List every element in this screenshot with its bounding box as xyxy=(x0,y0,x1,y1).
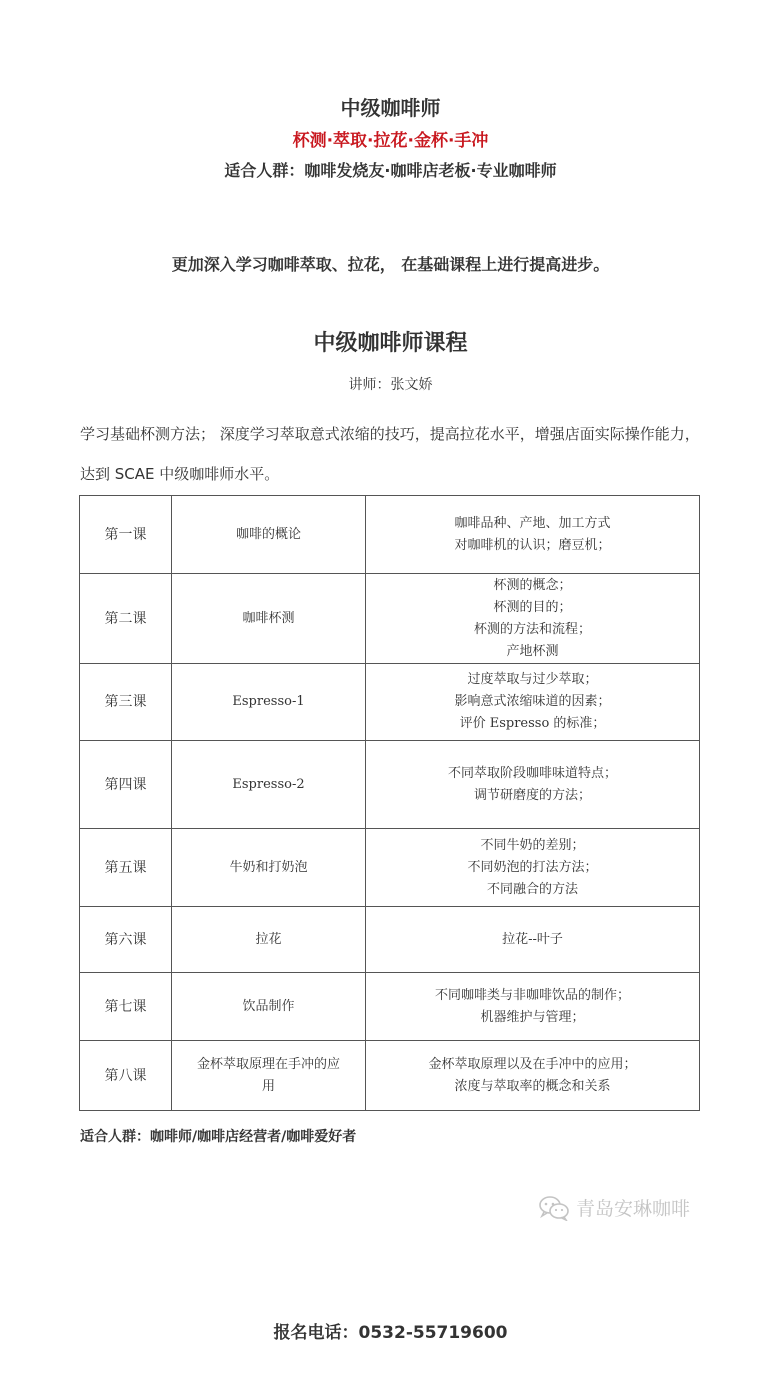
lesson-table xyxy=(79,495,700,1111)
lesson-number: 第一课 xyxy=(80,496,172,574)
lesson-content-line: 杯测的概念； xyxy=(493,577,572,593)
lesson-content-line: 不同奶泡的打法方法； xyxy=(467,859,598,875)
lesson-content-line: 金杯萃取原理以及在手冲中的应用； xyxy=(428,1056,637,1072)
intro-text: 更加深入学习咖啡萃取、拉花， 在基础课程上进行提高进步。 xyxy=(171,255,610,274)
lesson-row xyxy=(80,664,700,741)
lesson-row xyxy=(80,973,700,1041)
lesson-content-line: 拉花--叶子 xyxy=(502,931,563,947)
lesson-content-line: 影响意式浓缩味道的因素； xyxy=(454,694,611,709)
lesson-row xyxy=(80,496,700,574)
watermark xyxy=(538,1194,690,1221)
wechat-icon xyxy=(538,1195,570,1221)
lesson-content-line: 对咖啡机的认识；磨豆机； xyxy=(454,537,611,553)
lesson-content-line: 不同萃取阶段咖啡味道特点； xyxy=(448,765,618,781)
lesson-content-line: 不同咖啡类与非咖啡饮品的制作； xyxy=(435,987,631,1003)
lesson-topic: 咖啡杯测 xyxy=(172,574,366,664)
lesson-content-line: 产地杯测 xyxy=(506,643,559,659)
page-subtitle: 杯测·萃取·拉花·金杯·手冲 xyxy=(292,131,489,151)
lesson-topic: 饮品制作 xyxy=(172,973,366,1041)
lesson-content-line: 杯测的目的； xyxy=(493,599,572,615)
lesson-content xyxy=(366,741,700,829)
lesson-content-line: 机器维护与管理； xyxy=(480,1009,585,1025)
lesson-topic: 牛奶和打奶泡 xyxy=(172,829,366,907)
lesson-content-line: 调节研磨度的方法； xyxy=(474,787,592,803)
lesson-number: 第七课 xyxy=(80,973,172,1041)
course-description: 学习基础杯测方法； 深度学习萃取意式浓缩的技巧，提高拉花水平，增强店面实际操作能力，达到 SCAE 中级咖啡师水平。 xyxy=(80,425,700,483)
lesson-number: 第四课 xyxy=(80,741,172,829)
phone-number: 报名电话：0532-55719600 xyxy=(273,1323,508,1343)
lesson-topic: 金杯萃取原理在手冲的应用 xyxy=(172,1041,366,1111)
lesson-content xyxy=(366,973,700,1041)
lesson-content-line: 不同牛奶的差别； xyxy=(480,837,585,853)
lesson-content-line: 咖啡品种、产地、加工方式 xyxy=(454,515,611,531)
lesson-topic: Espresso-2 xyxy=(172,741,366,829)
lesson-row xyxy=(80,1041,700,1111)
lesson-content-line: 杯测的方法和流程； xyxy=(474,621,592,637)
lesson-content xyxy=(366,664,700,741)
lesson-row xyxy=(80,741,700,829)
lesson-content-line: 过度萃取与过少萃取； xyxy=(467,672,598,687)
footer-audience: 适合人群：咖啡师/咖啡店经营者/咖啡爱好者 xyxy=(80,1129,357,1145)
target-audience: 适合人群：咖啡发烧友·咖啡店老板·专业咖啡师 xyxy=(224,161,557,180)
watermark-text: 青岛安琳咖啡 xyxy=(576,1198,691,1220)
lesson-topic: 咖啡的概论 xyxy=(172,496,366,574)
lesson-row xyxy=(80,907,700,973)
page-title: 中级咖啡师 xyxy=(340,96,441,120)
lesson-topic: 拉花 xyxy=(172,907,366,973)
lesson-content-line: 不同融合的方法 xyxy=(487,881,579,897)
lesson-number: 第六课 xyxy=(80,907,172,973)
teacher-name: 讲师：张文娇 xyxy=(348,377,433,393)
lesson-content xyxy=(366,1041,700,1111)
lesson-content xyxy=(366,907,700,973)
lesson-number: 第五课 xyxy=(80,829,172,907)
lesson-number: 第二课 xyxy=(80,574,172,664)
course-title: 中级咖啡师课程 xyxy=(313,331,468,356)
lesson-content-line: 评价 Espresso 的标准； xyxy=(459,716,606,731)
lesson-number: 第三课 xyxy=(80,664,172,741)
lesson-topic: Espresso-1 xyxy=(172,664,366,741)
lesson-content-line: 浓度与萃取率的概念和关系 xyxy=(454,1078,611,1094)
lesson-row xyxy=(80,574,700,664)
lesson-content xyxy=(366,574,700,664)
lesson-content xyxy=(366,496,700,574)
lesson-content xyxy=(366,829,700,907)
lesson-number: 第八课 xyxy=(80,1041,172,1111)
lesson-row xyxy=(80,829,700,907)
